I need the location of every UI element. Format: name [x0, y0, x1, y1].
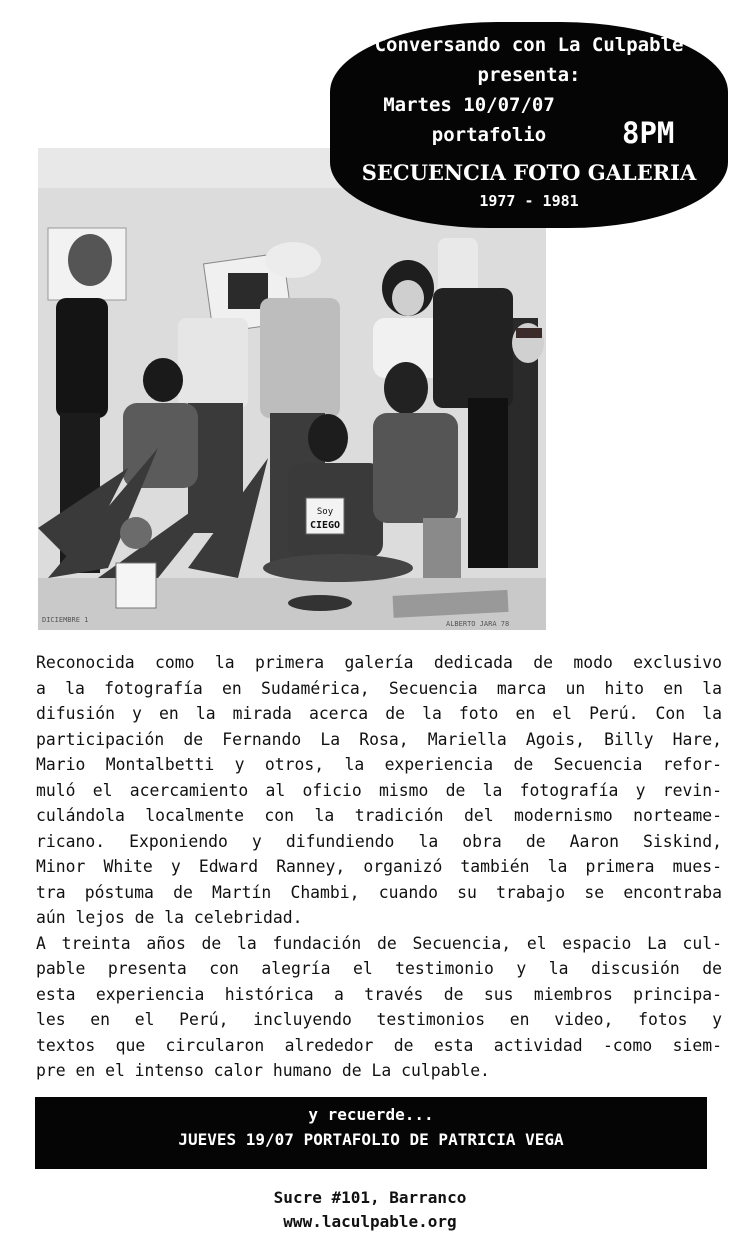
photo-caption-left: DICIEMBRE 1 [42, 616, 89, 624]
text-line: A treinta años de la fundación de Secuencia, el espacio La cul- [36, 933, 722, 953]
sign-text-1: Soy [316, 507, 334, 517]
description-text [36, 650, 722, 1084]
header-time: 8PM [622, 116, 675, 150]
header-gallery-name: SECUENCIA FOTO GALERIA [361, 160, 697, 185]
text-line: textos que circularon alrededor de esta actividad -como siem- [36, 1035, 722, 1055]
text-line: tra póstuma de Martín Chambi, cuando su trabajo se encontraba [36, 882, 722, 902]
text-line: aún lejos de la celebridad. [36, 908, 303, 927]
text-line: Reconocida como la primera galería dedicada de modo exclusivo [36, 653, 722, 672]
text-line: culándola localmente con la tradición del modernismo norteame- [36, 806, 722, 825]
reminder-line-2: JUEVES 19/07 PORTAFOLIO DE PATRICIA VEGA [178, 1130, 564, 1149]
portrait-board [48, 228, 126, 300]
header-presents: presenta: [477, 64, 581, 86]
text-line: a la fotografía en Sudamérica, Secuencia marca un hito en la [36, 678, 722, 698]
text-line: esta experiencia histórica a través de sus miembros principa- [36, 984, 722, 1004]
footer-address: Sucre #101, Barranco [273, 1188, 467, 1207]
footer-website-link[interactable]: www.laculpable.org [283, 1212, 457, 1231]
text-line: muló el acercamiento al oficio mismo de la fotografía y revin- [36, 780, 722, 800]
text-line: difusión y en la mirada acerca de la foto en el Perú. Con la [36, 704, 722, 723]
header-date: Martes 10/07/07 [383, 94, 555, 116]
reminder-banner [35, 1097, 707, 1169]
text-line: pable presenta con alegría el testimonio y la discusión de [36, 959, 722, 978]
photo-caption-right: ALBERTO JARA 78 [446, 620, 510, 628]
text-line: Minor White y Edward Ranney, organizó también la primera mues- [36, 857, 722, 876]
text-line: Mario Montalbetti y otros, la experiencia de Secuencia refor- [36, 755, 722, 774]
sign-text-2: CIEGO [309, 520, 341, 531]
header-portfolio: portafolio [431, 124, 547, 146]
reminder-line-1: y recuerde... [308, 1105, 434, 1124]
text-line: participación de Fernando La Rosa, Mariella Agois, Billy Hare, [36, 729, 722, 749]
text-line: les en el Perú, incluyendo testimonios en video, fotos y [36, 1010, 722, 1029]
event-header-bubble [330, 22, 728, 228]
text-line: pre en el intenso calor humano de La culpable. [36, 1061, 490, 1080]
header-years: 1977 - 1981 [479, 192, 579, 210]
header-organizer: Conversando con La Culpable [374, 34, 684, 56]
text-line: ricano. Exponiendo y difundiendo la obra de Aaron Siskind, [36, 831, 722, 851]
